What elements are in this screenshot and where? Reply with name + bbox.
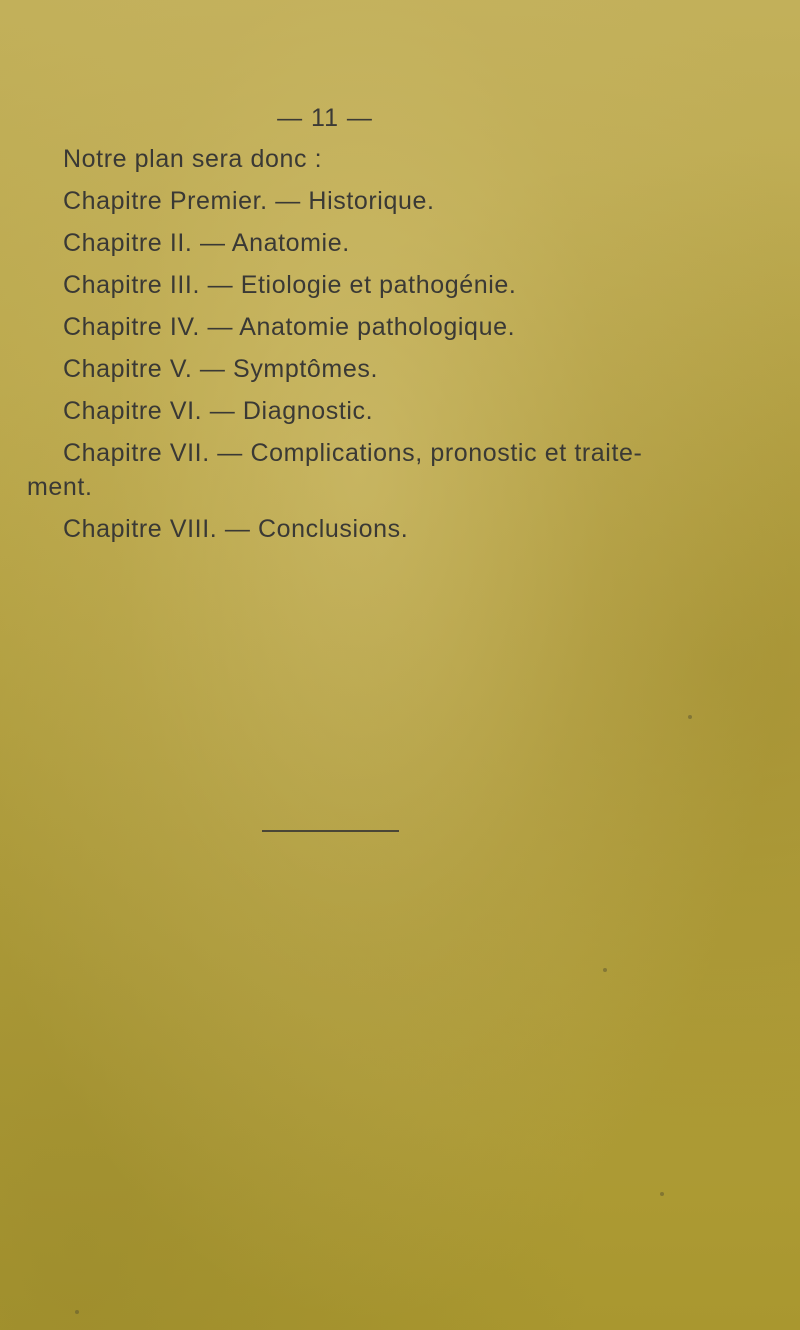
paper-speck: [660, 1192, 664, 1196]
paper-speck: [603, 968, 607, 972]
chapter-line: Chapitre Premier. — Historique.: [63, 187, 435, 215]
chapter-line-continuation: ment.: [27, 473, 93, 501]
chapter-line: Chapitre V. — Symptômes.: [63, 355, 378, 383]
intro-line: Notre plan sera donc :: [63, 145, 323, 173]
chapter-line: Chapitre II. — Anatomie.: [63, 229, 350, 257]
chapter-line: Chapitre VII. — Complications, pronostic et traite-: [63, 439, 643, 467]
chapter-line: Chapitre IV. — Anatomie pathologique.: [63, 313, 516, 341]
chapter-line: Chapitre III. — Etiologie et pathogénie.: [63, 271, 517, 299]
chapter-line: Chapitre VIII. — Conclusions.: [63, 515, 409, 543]
page-number: — 11 —: [277, 104, 373, 132]
end-rule: [262, 830, 399, 832]
chapter-line: Chapitre VI. — Diagnostic.: [63, 397, 374, 425]
paper-speck: [75, 1310, 79, 1314]
paper-speck: [688, 715, 692, 719]
